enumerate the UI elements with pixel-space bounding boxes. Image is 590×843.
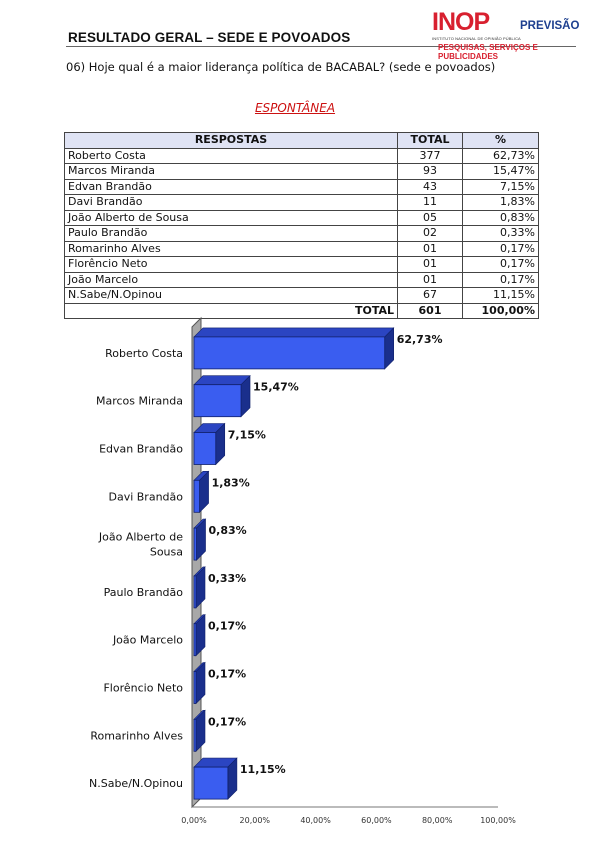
row-name: João Marcelo	[65, 272, 398, 288]
row-total: 93	[398, 164, 463, 180]
total-label: TOTAL	[65, 303, 398, 319]
row-total: 05	[398, 210, 463, 226]
row-name: Paulo Brandão	[65, 226, 398, 242]
row-total: 01	[398, 241, 463, 257]
x-tick-label: 20,00%	[239, 816, 271, 825]
row-total: 43	[398, 179, 463, 195]
row-total: 377	[398, 148, 463, 164]
table-row	[65, 164, 539, 180]
logo-subtitle: PESQUISAS, SERVIÇOS E PUBLICIDADES	[438, 43, 538, 61]
table-row	[65, 179, 539, 195]
bar	[194, 528, 197, 560]
row-total: 11	[398, 195, 463, 211]
value-label: 0,17%	[208, 715, 247, 729]
row-percent: 0,83%	[463, 210, 539, 226]
row-percent: 0,17%	[463, 272, 539, 288]
bar-top	[194, 328, 394, 337]
table-row	[65, 241, 539, 257]
row-total: 02	[398, 226, 463, 242]
bar	[194, 576, 196, 608]
row-percent: 11,15%	[463, 288, 539, 304]
bar	[194, 719, 196, 751]
category-label: Davi Brandão	[108, 490, 183, 504]
bar-chart	[0, 315, 590, 835]
bar-top	[194, 376, 250, 385]
row-percent: 0,17%	[463, 241, 539, 257]
category-label: João Alberto de	[98, 530, 183, 544]
row-percent: 15,47%	[463, 164, 539, 180]
table-row	[65, 210, 539, 226]
logo-wordmark: INOP	[432, 8, 490, 36]
results-table	[64, 132, 539, 319]
row-name: Marcos Miranda	[65, 164, 398, 180]
section-title: ESPONTÂNEA	[254, 101, 336, 115]
row-name: Roberto Costa	[65, 148, 398, 164]
row-total: 01	[398, 272, 463, 288]
value-label: 7,15%	[227, 428, 266, 442]
value-label: 0,83%	[208, 524, 247, 538]
row-percent: 0,17%	[463, 257, 539, 273]
category-label: Edvan Brandão	[99, 442, 183, 456]
logo-secondary-wordmark: PREVISÃO	[520, 20, 580, 32]
logo-tagline: INSTITUTO NACIONAL DE OPINIÃO PÚBLICA	[432, 36, 521, 41]
table-row	[65, 257, 539, 273]
row-name: Romarinho Alves	[65, 241, 398, 257]
row-name: Edvan Brandão	[65, 179, 398, 195]
row-name: Florêncio Neto	[65, 257, 398, 273]
x-tick-label: 60,00%	[361, 816, 392, 825]
total-value: 601	[398, 303, 463, 319]
value-label: 1,83%	[211, 476, 250, 490]
table-row	[65, 148, 539, 164]
row-total: 01	[398, 257, 463, 273]
value-label: 0,33%	[208, 571, 247, 585]
row-name: N.Sabe/N.Opinou	[65, 288, 398, 304]
x-tick-label: 0,00%	[181, 816, 207, 825]
row-percent: 0,33%	[463, 226, 539, 242]
x-tick-label: 80,00%	[421, 816, 453, 825]
category-label: Romarinho Alves	[90, 729, 183, 743]
table-row	[65, 195, 539, 211]
column-header-percent: %	[463, 133, 539, 149]
row-percent: 7,15%	[463, 179, 539, 195]
company-logo	[432, 8, 582, 61]
table-row	[65, 226, 539, 242]
row-name: Davi Brandão	[65, 195, 398, 211]
x-tick-label: 100,00%	[480, 816, 516, 825]
bar	[194, 767, 228, 799]
value-label: 62,73%	[396, 332, 443, 346]
category-label: Roberto Costa	[105, 346, 183, 360]
row-name: João Alberto de Sousa	[65, 210, 398, 226]
bar	[194, 337, 385, 369]
category-label: Paulo Brandão	[103, 585, 183, 599]
category-label: João Marcelo	[112, 633, 183, 647]
bar	[194, 385, 241, 417]
category-label: N.Sabe/N.Opinou	[89, 777, 183, 791]
total-percent: 100,00%	[463, 303, 539, 319]
row-total: 67	[398, 288, 463, 304]
report-title: RESULTADO GERAL – SEDE E POVOADOS	[68, 30, 351, 45]
bar	[194, 672, 196, 704]
value-label: 0,17%	[208, 619, 247, 633]
row-percent: 62,73%	[463, 148, 539, 164]
bar	[194, 433, 216, 465]
survey-question: 06) Hoje qual é a maior liderança política de BACABAL? (sede e povoados)	[66, 60, 496, 74]
category-label: Sousa	[149, 545, 183, 559]
value-label: 0,17%	[208, 667, 247, 681]
bar	[194, 624, 196, 656]
column-header-respostas: RESPOSTAS	[65, 133, 398, 149]
category-label: Marcos Miranda	[95, 394, 183, 408]
column-header-total: TOTAL	[398, 133, 463, 149]
bar	[194, 480, 200, 512]
table-row	[65, 272, 539, 288]
table-header-row	[65, 133, 539, 149]
value-label: 11,15%	[239, 763, 286, 777]
value-label: 15,47%	[253, 380, 299, 394]
category-label: Florêncio Neto	[103, 681, 183, 695]
row-percent: 1,83%	[463, 195, 539, 211]
table-row	[65, 288, 539, 304]
x-tick-label: 40,00%	[300, 816, 331, 825]
